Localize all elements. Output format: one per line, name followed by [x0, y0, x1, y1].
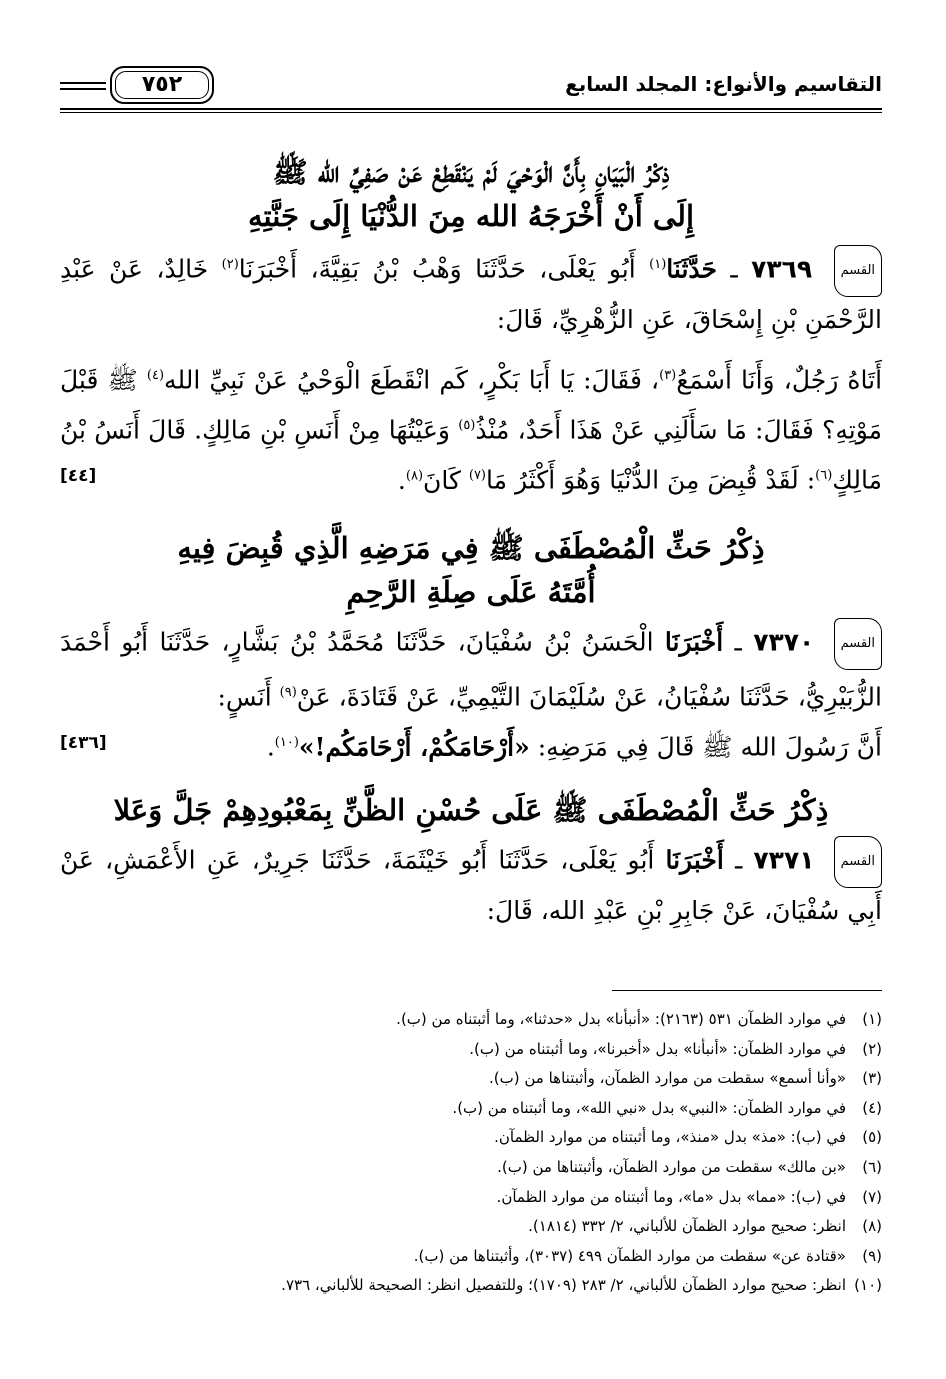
- footnote: [60, 1005, 882, 1035]
- matn-text: وَعَيْتُهَا مِنْ أَنَسِ بْنِ مَالِكٍ. قَالَ أَنَسُ بْنُ مَالِكٍ: [60, 415, 882, 495]
- isnad-text: خَالِدٌ، عَنْ عَبْدِ الرَّحْمَنِ بْنِ إِسْحَاقَ، عَنِ الزُّهْرِيِّ، قَالَ:: [60, 254, 882, 334]
- matn-text: ﷺ قَبْلَ مَوْتِهِ؟ فَقَالَ: مَا سَأَلَنِي عَنْ هَذَا أَحَدٌ، مُنْذُ: [60, 365, 882, 445]
- footnote: [60, 1123, 882, 1153]
- prophet-words: «أَرْحَامَكُمْ، أَرْحَامَكُم!»: [298, 732, 530, 762]
- note-mark: (٤): [146, 367, 165, 383]
- page-number: ٧٥٢: [110, 66, 214, 104]
- header-rule: [60, 108, 882, 110]
- header-ornament: [60, 82, 106, 84]
- footnote-number: (٣): [862, 1069, 882, 1088]
- hadith-lead-word: أَخْبَرَنَا: [665, 845, 724, 875]
- note-mark: (١٠): [274, 735, 299, 751]
- isnad-text: الْحَسَنُ بْنُ سُفْيَانَ، حَدَّثَنَا مُحَمَّدُ بْنُ بَشَّارٍ، حَدَّثَنَا أَبُو أَحْمَدَ الزُّبَيْرِيُّ، حَدَّثَنَا سُفْيَانُ، عَنْ سُلَيْمَانَ التَّيْمِيِّ، عَنْ قَتَادَةَ، عَنْ: [60, 627, 882, 712]
- footnote-text: انظر: صحيح موارد الظمآن للألباني، ٢/ ٢٨٣ (١٧٠٩)؛ وللتفصيل انظر: الصحيحة للألباني، ٧٣٦.: [281, 1276, 846, 1295]
- hadith-isnad: القسم ٧٣٧٠ ـ أَخْبَرَنَا الْحَسَنُ بْنُ سُفْيَانَ، حَدَّثَنَا مُحَمَّدُ بْنُ بَشَّارٍ، حَدَّثَنَا أَبُو أَحْمَدَ الزُّبَيْرِيُّ، حَدَّثَنَا سُفْيَانُ، عَنْ سُلَيْمَانَ التَّيْمِيِّ، عَنْ قَتَادَةَ، عَنْ$^{(٩)}$ أَنَسٍ:: [60, 618, 882, 720]
- footnote-text: في موارد الظمآن ٥٣١ (٢١٦٣): «أنبأنا» بدل «حدثنا»، وما أثبتناه من (ب).: [396, 1010, 846, 1028]
- note-mark: (٧): [468, 468, 486, 484]
- matn-text: أَتَاهُ رَجُلٌ، وَأَنَا أَسْمَعُ: [676, 365, 883, 395]
- hadith-matn: [60, 720, 882, 770]
- footnote: [60, 1242, 882, 1272]
- footnote-number: (١٠): [854, 1276, 882, 1295]
- footnote-number: (٩): [862, 1246, 882, 1265]
- matn-end: .: [266, 732, 275, 762]
- note-mark: (٢): [221, 257, 239, 272]
- section-title-line1: ذِكْرُ حَثِّ الْمُصْطَفَى ﷺ فِي مَرَضِهِ الَّذِي قُبِضَ فِيهِ: [177, 530, 765, 565]
- page-content: [60, 150, 882, 934]
- hadith-lead-word: حَدَّثَنَا: [666, 254, 717, 284]
- footnote-number: (٧): [862, 1187, 882, 1206]
- section-title: [60, 788, 882, 832]
- hadith-reference: [٤٣٦]: [60, 733, 107, 754]
- note-mark: (٦): [815, 468, 833, 484]
- footnote-text: في (ب): «مذ» بدل «منذ»، وما أثبتناه من موارد الظمآن.: [494, 1128, 846, 1147]
- isnad-text: أَبُو يَعْلَى، حَدَّثَنَا أَبُو خَيْثَمَةَ، حَدَّثَنَا جَرِيرٌ، عَنِ الأَعْمَشِ، عَنْ أَبِي سُفْيَانَ، عَنْ جَابِرِ بْنِ عَبْدِ الله، قَالَ:: [60, 845, 882, 926]
- matn-end: .: [397, 465, 406, 495]
- footnote: [60, 1153, 882, 1183]
- footnote-number: (١): [862, 1010, 882, 1028]
- section-title-line1: ذِكْرُ الْبَيَانِ بِأَنَّ الْوَحْيَ لَمْ يَنْقَطِعْ عَنْ صَفِيِّ الله ﷺ: [272, 155, 670, 189]
- isnad-text: أَبُو يَعْلَى، حَدَّثَنَا وَهْبُ بْنُ بَقِيَّةَ، أَخْبَرَنَا: [238, 254, 636, 284]
- header-ornament-2: [60, 88, 106, 90]
- footnote-text: «وأنا أسمع» سقطت من موارد الظمآن، وأثبتناها من (ب).: [489, 1069, 846, 1088]
- section-badge: القسم: [834, 836, 882, 888]
- matn-text: ، فَقَالَ: يَا أَبَا بَكْرٍ، كَم انْقَطَعَ الْوَحْيُ عَنْ نَبِيِّ الله: [164, 365, 660, 395]
- hadith-matn: [60, 353, 882, 504]
- footnote-number: (٤): [862, 1098, 882, 1117]
- matn-text: أَنَّ رَسُولَ الله ﷺ قَالَ فِي مَرَضِهِ:: [537, 732, 882, 762]
- footnote-number: (٨): [862, 1217, 882, 1236]
- matn-text: : لَقَدْ قُبِضَ مِنَ الدُّنْيَا وَهُوَ أَكْثَرُ مَا: [486, 465, 816, 495]
- footnote-separator: [612, 990, 882, 991]
- hadith-number: ٧٣٧٠: [753, 627, 815, 657]
- section-title: [60, 526, 882, 614]
- section-title-line1: ذِكْرُ حَثِّ الْمُصْطَفَى ﷺ عَلَى حُسْنِ الظَّنِّ بِمَعْبُودِهِمْ جَلَّ وَعَلا: [113, 793, 829, 828]
- section-badge: القسم: [834, 618, 882, 670]
- footnote: [60, 1183, 882, 1213]
- section-title-line2: إِلَى أَنْ أَخْرَجَهُ الله مِنَ الدُّنْيَا إِلَى جَنَّتِهِ: [247, 199, 695, 233]
- footnote-number: (٢): [862, 1039, 882, 1058]
- hadith-isnad: القسم ٧٣٦٩ ـ حَدَّثَنَا$^{(١)}$ أَبُو يَعْلَى، حَدَّثَنَا وَهْبُ بْنُ بَقِيَّةَ، أَخْبَرَنَا$^{(٢)}$ خَالِدٌ، عَنْ عَبْدِ الرَّحْمَنِ بْنِ إِسْحَاقَ، عَنِ الزُّهْرِيِّ، قَالَ:: [60, 242, 882, 343]
- footnote-text: في (ب): «مما» بدل «ما»، وما أثبتناه من موارد الظمآن.: [496, 1187, 846, 1206]
- footnote: [60, 1271, 882, 1301]
- footnote: [60, 1212, 882, 1242]
- isnad-text: أَنَسٍ:: [217, 682, 272, 712]
- footnote: [60, 1094, 882, 1124]
- page-header: [60, 64, 882, 112]
- footnote-number: (٦): [862, 1157, 882, 1176]
- footnote-text: «بن مالك» سقطت من موارد الظمآن، وأثبتناها من (ب).: [497, 1157, 846, 1176]
- footnote-text: في موارد الظمآن: «أنبأنا» بدل «أخبرنا»، وما أثبتناه من (ب).: [469, 1039, 846, 1058]
- footnote: [60, 1064, 882, 1094]
- hadith-lead-word: أَخْبَرَنَا: [664, 627, 724, 657]
- note-mark: (٩): [279, 684, 297, 700]
- footnote-text: في موارد الظمآن: «النبي» بدل «نبي الله»، وما أثبتناه من (ب).: [452, 1098, 846, 1117]
- note-mark: (١): [649, 257, 667, 272]
- matn-text: كَانَ: [423, 465, 461, 495]
- footnotes: [60, 1005, 882, 1301]
- hadith-isnad: القسم ٧٣٧١ ـ أَخْبَرَنَا أَبُو يَعْلَى، حَدَّثَنَا أَبُو خَيْثَمَةَ، حَدَّثَنَا جَرِيرٌ، عَنِ الأَعْمَشِ، عَنْ أَبِي سُفْيَانَ، عَنْ جَابِرِ بْنِ عَبْدِ الله، قَالَ:: [60, 836, 882, 934]
- section-badge: القسم: [834, 245, 882, 297]
- note-mark: (٨): [405, 468, 424, 484]
- footnote-text: «قتادة عن» سقطت من موارد الظمآن ٤٩٩ (٣٠٣٧)، وأثبتناها من (ب).: [413, 1246, 846, 1265]
- header-rule-thin: [60, 112, 882, 113]
- hadith-number: ٧٣٦٩: [751, 254, 813, 284]
- note-mark: (٣): [659, 367, 677, 383]
- note-mark: (٥): [458, 418, 476, 434]
- footnote-text: انظر: صحيح موارد الظمآن للألباني، ٢/ ٣٣٢ (١٨١٤).: [528, 1217, 846, 1236]
- section-title: [60, 150, 882, 238]
- footnote: [60, 1035, 882, 1065]
- hadith-reference: [٤٤]: [60, 466, 97, 487]
- footnote-number: (٥): [862, 1128, 882, 1147]
- running-title: التقاسيم والأنواع: المجلد السابع: [565, 72, 882, 96]
- section-title-line2: أُمَّتَهُ عَلَى صِلَةِ الرَّحِمِ: [346, 574, 596, 609]
- hadith-number: ٧٣٧١: [753, 845, 815, 875]
